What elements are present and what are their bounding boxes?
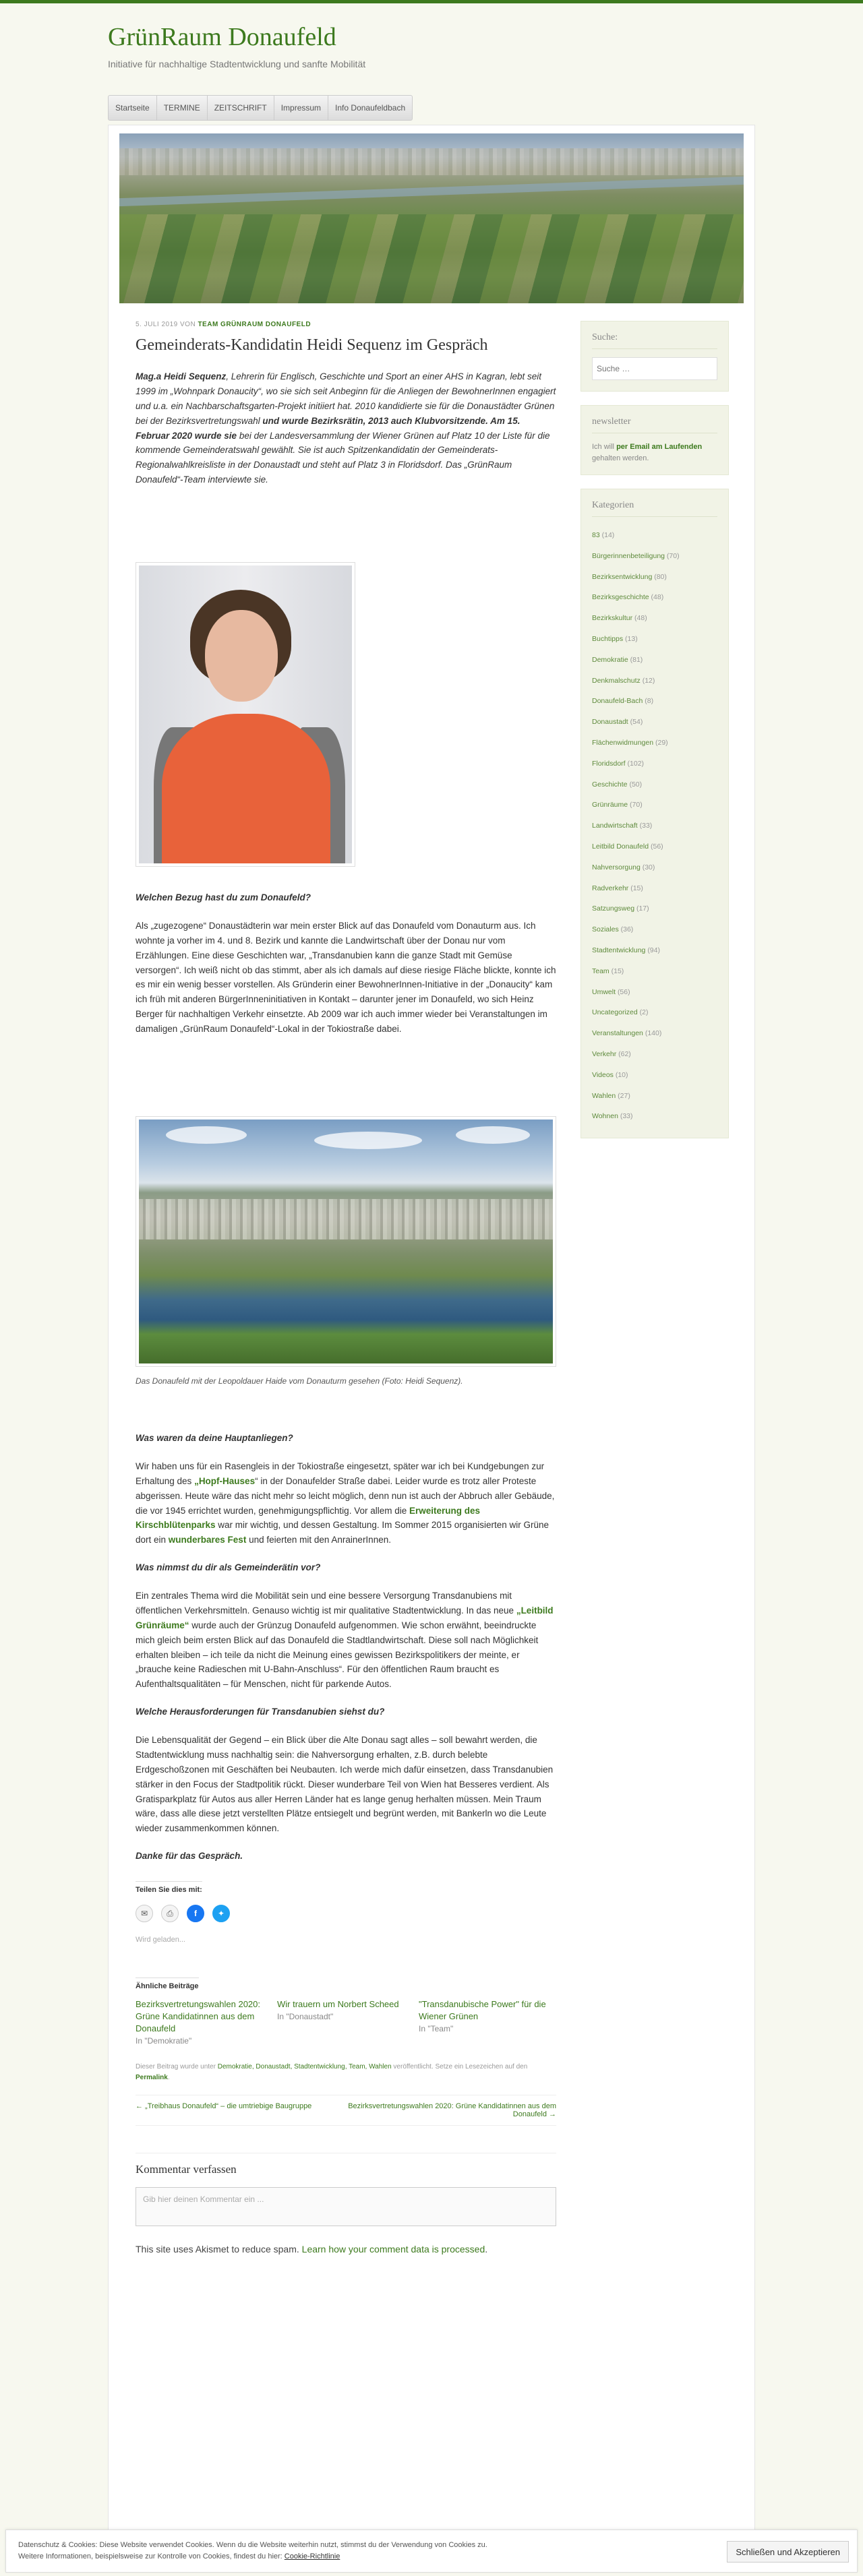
nav-item-impressum[interactable]: Impressum: [274, 96, 328, 120]
newsletter-widget-title: newsletter: [592, 417, 717, 433]
facebook-icon: f: [194, 1909, 197, 1919]
category-link[interactable]: Videos: [592, 1070, 614, 1079]
panorama-city: [139, 1199, 553, 1239]
cookie-banner: [5, 2529, 858, 2573]
answer-1-text-1: Als „zugezogene“ Donaustädterin war mein erster Blick auf das Donaufeld vom Donauturm aus. Ich wohnte ja vorher im 4. und 8. Bezirk und kannte die Landwirtschaft über der Donau nur vom Erzählungen. Eine diese Geschichten war, „Transdanubien kann die ganze Stadt mit Gemüse versorgen“. Ich weiß nicht ob das stimmt, aber als ich damals auf diese riesige Fläche blickte, konnte ich es mir ein wenig besser vorstellen. Als Gründerin einer BewohnerInnen-Initiative in der „Donaucity“ kam ich früh mit anderen BürgerInneninitiativen in Kontakt – darunter jener im Donaufeld, wo sich Heinz Berger für nachhaltigen Verkehr einsetzte. Ab: [136, 921, 556, 1020]
category-link[interactable]: Soziales: [592, 925, 619, 934]
category-count: (8): [645, 697, 654, 706]
category-item: [592, 982, 717, 1003]
category-item: [592, 1106, 717, 1127]
share-twitter-button[interactable]: [212, 1905, 230, 1922]
cookie-text-2: Weitere Informationen, beispielsweise zur Kontrolle von Cookies, findest du hier:: [18, 2552, 285, 2561]
category-link[interactable]: Bezirksgeschichte: [592, 593, 649, 602]
portrait-shirt: [162, 714, 330, 863]
twitter-icon: ✦: [217, 1909, 225, 1919]
question-1: Welchen Bezug hast du zum Donaufeld?: [136, 892, 311, 902]
search-widget-title: Suche:: [592, 332, 717, 349]
link-leitbild-gruenraeume[interactable]: „Leitbild Grünräume“: [136, 1605, 554, 1630]
category-count: (80): [654, 572, 667, 581]
question-4: Welche Herausforderungen für Transdanubien siehst du?: [136, 1707, 385, 1717]
nav-item-startseite[interactable]: Startseite: [109, 96, 157, 120]
category-link[interactable]: Stadtentwicklung: [592, 946, 646, 954]
category-item: [592, 774, 717, 795]
email-icon: ✉: [140, 1909, 148, 1919]
site-header: [108, 22, 755, 69]
footer-meta-text-2: veröffentlicht. Setze ein Lesezeichen auf den: [391, 2063, 528, 2071]
category-count: (48): [651, 593, 664, 602]
category-item: [592, 919, 717, 940]
category-count: (140): [645, 1029, 662, 1038]
category-link[interactable]: Radverkehr: [592, 884, 629, 892]
entry-footer-meta: [136, 2062, 556, 2083]
nav-item-info-donaufeldbach[interactable]: Info Donaufeldbach: [335, 103, 406, 113]
footer-category-links[interactable]: Demokratie, Donaustadt, Stadtentwicklung, Team, Wahlen: [217, 2063, 392, 2071]
related-link[interactable]: Wir trauern um Norbert Scheed: [277, 1999, 399, 2010]
nav-item-zeitschrift[interactable]: ZEITSCHRIFT: [208, 96, 274, 120]
panorama-cloud: [314, 1132, 422, 1149]
category-item: [592, 712, 717, 733]
category-item: [592, 878, 717, 899]
share-email-button[interactable]: [136, 1905, 153, 1922]
category-item: [592, 1023, 717, 1044]
post-title: Gemeinderats-Kandidatin Heidi Sequenz im Gespräch: [136, 336, 488, 354]
category-count: (10): [615, 1070, 628, 1079]
answer-2-text-3: war mir wichtig, und dessen Gestaltung. Im Sommer 2015 organisierten wir Grüne dort ein: [136, 1520, 549, 1545]
post-author[interactable]: TEAM GRÜNRAUM DONAUFELD: [198, 321, 311, 328]
category-count: (94): [647, 946, 660, 954]
share-title: Teilen Sie dies mit:: [136, 1881, 202, 1894]
related-item: [277, 1998, 405, 2046]
header-banner-image: [119, 133, 744, 303]
answer-1-text-3: bei Veranstaltungen im damaligen „GrünRaum Donaufeld“-Lokal in der Tokiostraße dabei.: [136, 1009, 547, 1035]
category-item: [592, 816, 717, 836]
category-link[interactable]: Verkehr: [592, 1049, 617, 1058]
answer-2-text-4: und feierten mit den AnrainerInnen.: [246, 1535, 391, 1545]
category-count: (56): [617, 987, 630, 996]
category-link[interactable]: Grünräume: [592, 801, 628, 809]
sidebar: [581, 321, 729, 1152]
newsletter-text-1: Ich will: [592, 443, 617, 451]
article: [136, 321, 556, 2255]
category-link[interactable]: Satzungsweg: [592, 904, 635, 913]
share-facebook-button[interactable]: [187, 1905, 204, 1922]
panorama-cloud: [456, 1126, 530, 1144]
link-kirschbluetenpark[interactable]: Erweiterung des Kirschblütenparks: [136, 1505, 481, 1531]
category-count: (62): [618, 1049, 631, 1058]
newsletter-text-2: gehalten werden.: [592, 454, 649, 462]
page-container: [108, 125, 755, 2538]
category-count: (14): [601, 531, 615, 539]
main-navigation: [108, 95, 413, 121]
cookie-text-1: Datenschutz & Cookies: Diese Website verwendet Cookies. Wenn du die Website weiterhin nutzt, stimmst du der Verwendung von Cookies zu.: [18, 2541, 487, 2549]
category-count: (102): [627, 759, 645, 768]
newsletter-widget: [581, 405, 729, 475]
comment-textarea[interactable]: Gib hier deinen Kommentar ein ...: [136, 2187, 556, 2226]
category-item: [592, 691, 717, 712]
lead-paragraph: [136, 369, 556, 487]
category-item: [592, 836, 717, 857]
category-item: [592, 1086, 717, 1107]
category-item: [592, 754, 717, 774]
category-item: [592, 733, 717, 754]
likes-loading: Wird geladen...: [136, 1936, 185, 1944]
cookie-text: [18, 2540, 585, 2563]
category-count: (29): [655, 738, 668, 747]
category-link[interactable]: Demokratie: [592, 655, 628, 664]
akismet-link[interactable]: Learn how your comment data is processed: [301, 2244, 485, 2255]
category-link[interactable]: Donaufeld-Bach: [592, 697, 643, 706]
category-link[interactable]: Landwirtschaft: [592, 822, 638, 830]
categories-widget-title: Kategorien: [592, 500, 717, 517]
next-post-link[interactable]: Bezirksvertretungswahlen 2020: Grüne Kandidatinnen aus dem Donaufeld →: [348, 2102, 556, 2119]
link-wunderbares-fest[interactable]: wunderbares Fest: [168, 1535, 247, 1545]
category-link[interactable]: Leitbild Donaufeld: [592, 842, 649, 851]
link-hopf-haus[interactable]: „Hopf-Hauses: [194, 1475, 256, 1486]
akismet-text-1: This site uses Akismet to reduce spam.: [136, 2244, 302, 2255]
category-item: [592, 898, 717, 919]
category-item: [592, 608, 717, 629]
entry-meta: [136, 321, 556, 328]
newsletter-link[interactable]: per Email am Laufenden: [616, 443, 703, 451]
comment-form-title: Kommentar verfassen: [136, 2153, 556, 2176]
category-link[interactable]: Buchtipps: [592, 634, 624, 643]
category-link[interactable]: Bezirksentwicklung: [592, 572, 653, 581]
answer-1: [136, 919, 556, 1037]
previous-post-link[interactable]: ← „Treibhaus Donaufeld“ – die umtriebige Baugruppe: [136, 2102, 312, 2111]
post-date[interactable]: 5. JULI 2019: [136, 321, 178, 328]
site-tagline: Initiative für nachhaltige Stadtentwicklung und sanfte Mobilität: [108, 58, 366, 69]
answer-3-text-2: wurde auch der Grünzug Donaufeld aufgenommen. Wie schon erwähnt, beeindruckte mich gleich beim ersten Blick auf das Donaufeld die Stadtlandwirtschaft. Diese soll nach Möglichkeit erhalten bleiben – ich teile da nicht die Meinung eines gewissen Bezirkspolitikers der meinte, er „brauche keine Radieschen mit U-Bahn-Anschluss“. Für den öffentlichen Raum braucht es Aufenthaltsqualitäten – für Menschen, nicht für parkende Autos.: [136, 1620, 539, 1690]
category-item: [592, 1002, 717, 1023]
answer-3-text-1: Ein zentrales Thema wird die Mobilität sein und eine bessere Versorgung Transdanubiens mit öffentlichen Verkehrsmitteln. Genauso wichtig ist mir qualitative Stadtentwicklung. In das neue: [136, 1591, 516, 1616]
category-count: (13): [625, 634, 638, 643]
category-link[interactable]: Nahversorgung: [592, 863, 641, 871]
lead-text-3: bei der Landesversammlung der Wiener Grünen auf Platz 10 der Liste für die kommende Gemeinderatswahl gewählt. Sie ist auch Spitzenkandidatin der Gemeinderats-Regionalwahlkreisliste in der Donaustadt und steht auf Platz 3 in Floridsdorf. Das „GrünRaum Donaufeld“-Team interviewte sie.: [136, 430, 550, 485]
cookie-accept-button[interactable]: Schließen und Akzeptieren: [727, 2541, 849, 2563]
category-count: (33): [620, 1112, 633, 1121]
category-item: [592, 629, 717, 650]
answer-3: [136, 1589, 556, 1692]
print-icon: ⎙: [167, 1908, 173, 1918]
category-link[interactable]: Veranstaltungen: [592, 1029, 643, 1038]
answer-2: [136, 1459, 556, 1547]
category-link[interactable]: Geschichte: [592, 780, 628, 789]
category-item: [592, 650, 717, 671]
category-item: [592, 961, 717, 982]
category-link[interactable]: Donaustadt: [592, 718, 628, 727]
category-count: (15): [611, 967, 624, 975]
footer-meta-text-3: .: [167, 2073, 170, 2081]
category-count: (36): [620, 925, 634, 934]
lead-text-2: und wurde Bezirksrätin, 2013 auch Klubvorsitzende. Am 15. Februar 2020 wurde sie: [136, 415, 520, 441]
answer-4: Die Lebensqualität der Gegend – ein Blick über die Alte Donau sagt alles – soll bewahrt werden, die Stadtentwicklung muss nachhaltig sein: die Nahversorgung erhalten, z.B. durch belebte Erdgeschoßzonen mit Geschäften bei Neubauten. Ich werde mich dafür einsetzen, dass Transdanubien stärker in den Focus der Stadtpolitik rückt. Dieser wunderbare Teil von Wien hat Besseres verdient. Als Gratisparkplatz für Autos aus aller Herren Länder hat es lange genug herhalten müssen. Mein Traum wäre, dass alle diese jetzt verstellten Plätze entsiegelt und begrünt werden, mit Bankerln wo die Leute wieder zusammenkommen können.: [136, 1735, 554, 1834]
category-count: (12): [642, 676, 655, 685]
category-item: [592, 1044, 717, 1065]
category-item: [592, 671, 717, 692]
category-count: (56): [650, 842, 663, 851]
question-3: Was nimmst du dir als Gemeinderätin vor?: [136, 1562, 321, 1573]
category-count: (33): [639, 822, 653, 830]
category-link[interactable]: Team: [592, 967, 609, 975]
category-item: [592, 567, 717, 588]
category-count: (15): [630, 884, 643, 892]
portrait-photo[interactable]: [136, 562, 355, 867]
site-title[interactable]: GrünRaum Donaufeld: [108, 23, 336, 51]
related-category: In "Team": [419, 2024, 454, 2034]
category-link[interactable]: Denkmalschutz: [592, 676, 641, 685]
lead-name: Mag.a Heidi Sequenz: [136, 371, 227, 382]
category-item: [592, 940, 717, 961]
category-list: [592, 525, 717, 1127]
category-count: (81): [630, 655, 643, 664]
related-item: [419, 1998, 547, 2046]
category-link[interactable]: Bürgerinnenbeteiligung: [592, 551, 665, 560]
answer-2-text-1: Wir haben uns für ein Rasengleis in der Tokiostraße eingesetzt, später war ich bei Kundgebungen zur Erhaltung des: [136, 1461, 545, 1486]
category-count: (48): [634, 614, 647, 623]
banner-river: [119, 177, 744, 206]
categories-widget: [581, 489, 729, 1138]
category-link[interactable]: Bezirkskultur: [592, 614, 633, 623]
category-link[interactable]: Umwelt: [592, 987, 616, 996]
panorama-photo[interactable]: [136, 1116, 556, 1367]
search-widget: [581, 321, 729, 392]
lead-text-1: , Lehrerin für Englisch, Geschichte und Sport an einer AHS in Kagran, lebt seit 1999 im „Wohnpark Donaucity“, wo sie sich seit Anbeginn für die Anliegen der BewohnerInnen engagiert und u.a. ein Nachbarschaftsgarten-Projekt initiiert hat. 2010 kandidierte sie für die Donaustädter Grünen bei der Bezirksvertretungswahl: [136, 371, 556, 426]
related-title: Ähnliche Beiträge: [136, 1977, 199, 1990]
category-link[interactable]: Floridsdorf: [592, 759, 626, 768]
akismet-notice: [136, 2242, 556, 2257]
portrait-face: [205, 610, 278, 702]
related-item: [136, 1998, 264, 2046]
related-category: In "Demokratie": [136, 2036, 192, 2046]
search-input[interactable]: [592, 357, 717, 380]
by-label: VON: [180, 321, 196, 328]
share-print-button[interactable]: [161, 1905, 179, 1922]
related-link[interactable]: "Transdanubische Power" für die Wiener Grünen: [419, 1999, 546, 2022]
share-buttons: [136, 1905, 556, 1922]
category-item: [592, 795, 717, 816]
category-count: (50): [629, 780, 643, 789]
panorama-cloud: [166, 1126, 247, 1144]
category-item: [592, 587, 717, 608]
cookie-policy-link[interactable]: Cookie-Richtlinie: [284, 2552, 340, 2561]
category-count: (70): [630, 801, 643, 809]
question-2: Was waren da deine Hauptanliegen?: [136, 1433, 293, 1443]
category-item: [592, 1065, 717, 1086]
category-count: (30): [642, 863, 655, 871]
category-count: (70): [666, 551, 680, 560]
answer-1-text-2: 2009 war ich auch immer wieder: [321, 1009, 452, 1020]
related-link[interactable]: Bezirksvertretungswahlen 2020: Grüne Kandidatinnen aus dem Donaufeld: [136, 1999, 260, 2034]
category-link[interactable]: Flächenwidmungen: [592, 738, 654, 747]
banner-city-skyline: [119, 148, 744, 175]
thanks-line: Danke für das Gespräch.: [136, 1851, 243, 1862]
akismet-text-2: .: [485, 2244, 488, 2255]
category-count: (17): [636, 904, 649, 913]
banner-fields: [119, 214, 744, 303]
category-item: [592, 857, 717, 878]
footer-meta-text-1: Dieser Beitrag wurde unter: [136, 2063, 218, 2071]
category-link[interactable]: Uncategorized: [592, 1008, 638, 1017]
category-link[interactable]: 83: [592, 531, 600, 539]
related-posts: [136, 1977, 556, 2046]
permalink-link[interactable]: Permalink: [136, 2073, 168, 2081]
answer-2-text-2: “ in der Donaufelder Straße dabei. Leider wurde es trotz aller Proteste abgerissen. Heute wäre das nicht mehr so leicht möglich, denn nun ist auch der Abbruch aller Gebäude, die vor 1945 errichtet wurden, genehmigungspflichtig. Vor allem die: [136, 1475, 555, 1516]
newsletter-text: [592, 441, 717, 464]
photo-caption: Das Donaufeld mit der Leopoldauer Haide vom Donauturm gesehen (Foto: Heidi Sequenz).: [136, 1376, 463, 1386]
nav-item-termine[interactable]: TERMINE: [157, 96, 208, 120]
share-section: [136, 1881, 556, 1944]
category-link[interactable]: Wahlen: [592, 1091, 616, 1100]
category-count: (2): [639, 1008, 649, 1017]
category-item: [592, 525, 717, 546]
category-count: (54): [630, 718, 643, 727]
related-category: In "Donaustadt": [277, 2012, 334, 2022]
category-count: (27): [618, 1091, 630, 1100]
post-navigation: [136, 2095, 556, 2126]
category-item: [592, 546, 717, 567]
category-link[interactable]: Wohnen: [592, 1112, 618, 1121]
